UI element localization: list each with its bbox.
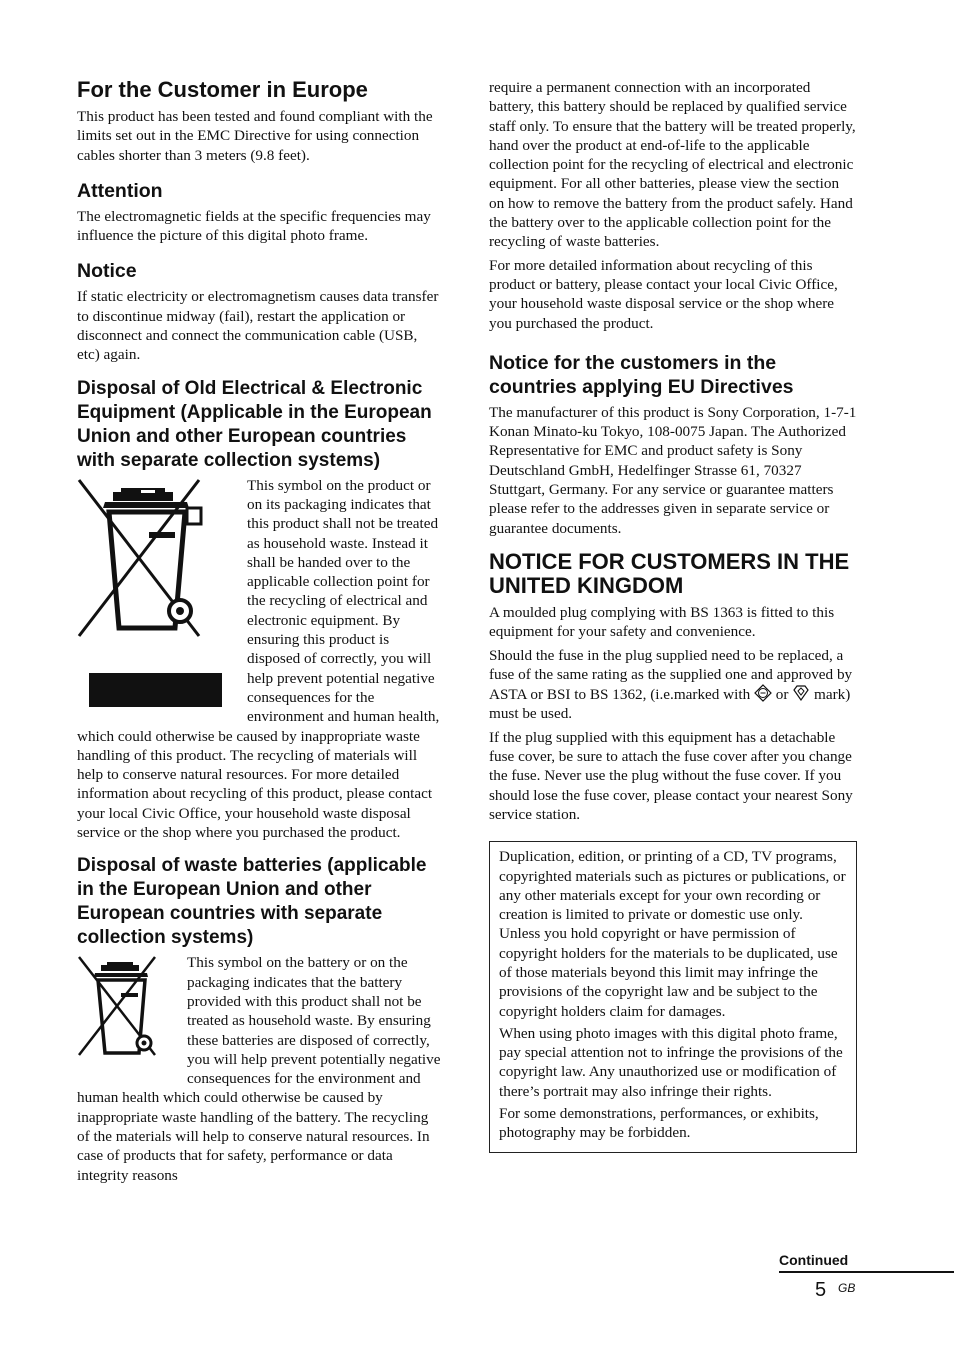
disposal-section — [77, 476, 442, 843]
eu-directives-text: The manufacturer of this product is Sony Corporation, 1-7-1 Konan Minato-ku Tokyo, 108-0075 Japan. The Authorized Representative for EMC and product safety is Sony Deutschland GmbH, Hedelfinger Strasse 61, 70327 Stuttgart, Germany. For any service or guarantee matters please refer to the addresses given in separate service or guarantee documents. — [489, 403, 857, 537]
right-column — [489, 78, 857, 1153]
uk-fuse-text-or: or — [775, 686, 789, 704]
uk-fuse-text-a: Should the fuse in the plug supplied need to be replaced, a fuse of the same rating as the supplied one and approved by ASTA or BSI to BS 1362, (i.e.marked with — [489, 646, 853, 704]
copyright-paragraph: For some demonstrations, performances, or exhibits, photography may be forbidden. — [499, 1105, 819, 1142]
copyright-paragraph: Duplication, edition, or printing of a CD, TV programs, copyrighted materials such as pictures or publications, or any other materials except for your own recording or creation is limited to private or domestic use only. Unless you hold copyright or have permission of copyright holders for the materials to be duplicated, use of those materials beyond this limit may infringe the provisions of the copyright law and be subject to the copyright holders claim for damages. — [499, 848, 846, 1020]
batteries-text: This symbol on the battery or on the packaging indicates that the battery provided with this product shall not be treated as household waste. By ensuring these batteries are disposed of correctly, you will help prevent potentially negative consequences for the environment and human health which could otherwise be caused by inappropriate waste handling of the battery. The recycling of the materials will help to conserve natural resources. In case of products that for safety, performance or data integrity reasons — [77, 954, 441, 1184]
batteries-continuation: require a permanent connection with an incorporated battery, this battery should be replaced by qualified service staff only. To ensure that the battery will be treated properly, hand over the product at end-of-life to the applicable collection point for the recycling of electrical and electronic equipment. For all other batteries, please view the section on how to remove the battery from the product safely. Hand the battery over to the applicable collection point for the recycling of waste batteries. — [489, 79, 856, 251]
copyright-notice-box — [489, 841, 857, 1152]
uk-fuse-text — [489, 646, 857, 724]
continued-label: Continued — [779, 1252, 954, 1273]
copyright-paragraph: When using photo images with this digital photo frame, pay special attention not to infringe the provisions of the copyright law. Any unauthorized use or modification of there’s portrait may also infringe their rights. — [499, 1024, 843, 1100]
left-column — [77, 78, 442, 1189]
page-region-code: GB — [838, 1281, 856, 1295]
uk-heading: NOTICE FOR CUSTOMERS IN THE UNITED KINGDOM — [489, 548, 850, 598]
page-number: 5 — [815, 1279, 827, 1301]
disposal-heading: Disposal of Old Electrical & Electronic Equipment (Applicable in the European Union and other European countries with separate collection systems) — [77, 377, 432, 471]
page-title: For the Customer in Europe — [77, 77, 368, 102]
attention-text: The electromagnetic fields at the specific frequencies may influence the picture of this digital photo frame. — [77, 207, 431, 245]
uk-fuse-text-b: mark) must be used. — [489, 686, 851, 723]
crossed-bin-small-icon — [77, 955, 175, 1073]
crossed-bin-icon — [77, 478, 235, 710]
batteries-heading: Disposal of waste batteries (applicable in the European Union and other European countries with separate collection systems) — [77, 855, 427, 949]
bsi-kitemark-icon — [792, 684, 810, 702]
uk-plug-text: A moulded plug complying with BS 1363 is fitted to this equipment for your safety and convenience. — [489, 603, 835, 641]
batteries-section — [77, 953, 442, 1185]
eu-directives-heading: Notice for the customers in the countries applying EU Directives — [489, 351, 794, 398]
disposal-text: This symbol on the product or on its packaging indicates that this product shall not be treated as household waste. Instead it shall be handed over to the applicable collection point for the recycling of electrical and electronic equipment. By ensuring this product is disposed of correctly, you will help prevent potential negative consequences for the environment and human health, which could otherwise be caused by inappropriate waste handling of this product. The recycling of materials will help to conserve natural resources. For more detailed information about recycling of this product, please contact your local Civic Office, your household waste disposal service or the shop where you purchased the product. — [77, 476, 440, 842]
uk-fuse-cover-text: If the plug supplied with this equipment has a detachable fuse cover, be sure to attach the fuse cover after you change the fuse. Never use the plug without the fuse cover. If you should lose the fuse cover, please contact your nearest Sony service station. — [489, 728, 853, 823]
asta-mark-icon — [754, 684, 772, 702]
attention-heading: Attention — [77, 179, 163, 202]
notice-heading: Notice — [77, 260, 137, 283]
notice-text: If static electricity or electromagnetism causes data transfer to discontinue midway (fail), restart the application or disconnect and connect the communication cable (USB, etc) again. — [77, 288, 439, 364]
emc-intro: This product has been tested and found compliant with the limits set out in the EMC Directive for using connection cables shorter than 3 meters (9.8 feet). — [77, 108, 433, 164]
recycling-more-info: For more detailed information about recycling of this product or battery, please contact your local Civic Office, your household waste disposal service or the shop where you purchased the product. — [489, 256, 838, 332]
